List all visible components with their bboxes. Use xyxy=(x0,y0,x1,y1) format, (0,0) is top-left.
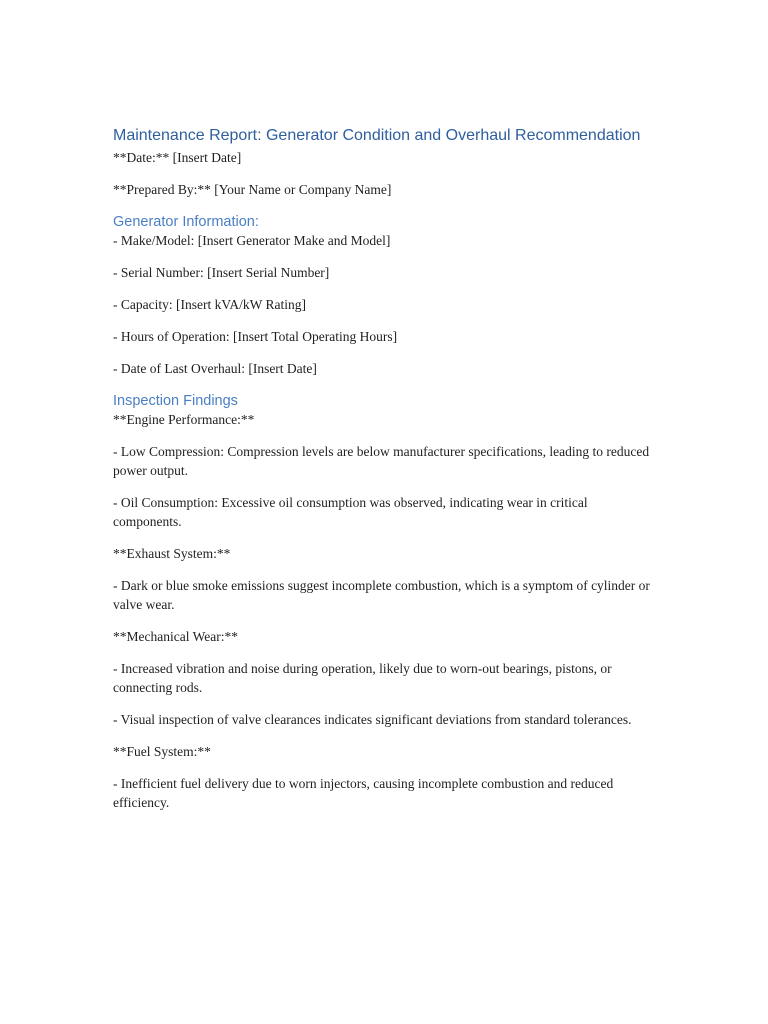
fuel-system-label: **Fuel System:** xyxy=(113,744,211,759)
list-item: - Date of Last Overhaul: [Insert Date] xyxy=(113,361,317,376)
generator-info-heading: Generator Information: xyxy=(113,214,259,230)
date-line: **Date:** [Insert Date] xyxy=(113,150,242,165)
prepared-by-line: **Prepared By:** [Your Name or Company Name] xyxy=(113,182,392,197)
mechanical-wear-label: **Mechanical Wear:** xyxy=(113,629,238,644)
finding-item: - Low Compression: Compression levels are below manufacturer specifications, leading to reduced power output. xyxy=(113,444,650,478)
list-item: - Make/Model: [Insert Generator Make and Model] xyxy=(113,233,391,248)
engine-performance-label: **Engine Performance:** xyxy=(113,412,255,427)
finding-item: - Increased vibration and noise during operation, likely due to worn-out bearings, pistons, or connecting rods. xyxy=(113,661,612,695)
exhaust-system-label: **Exhaust System:** xyxy=(113,546,231,561)
report-title: Maintenance Report: Generator Condition and Overhaul Recommendation xyxy=(113,127,641,144)
finding-item: - Visual inspection of valve clearances indicates significant deviations from standard tolerances. xyxy=(113,712,632,727)
inspection-findings-heading: Inspection Findings xyxy=(113,393,238,409)
finding-item: - Dark or blue smoke emissions suggest incomplete combustion, which is a symptom of cylinder or valve wear. xyxy=(113,578,650,612)
document-page xyxy=(113,123,658,812)
finding-item: - Oil Consumption: Excessive oil consumption was observed, indicating wear in critical components. xyxy=(113,495,588,529)
list-item: - Serial Number: [Insert Serial Number] xyxy=(113,265,330,280)
finding-item: - Inefficient fuel delivery due to worn injectors, causing incomplete combustion and reduced efficiency. xyxy=(113,776,614,810)
list-item: - Hours of Operation: [Insert Total Operating Hours] xyxy=(113,329,398,344)
list-item: - Capacity: [Insert kVA/kW Rating] xyxy=(113,297,306,312)
